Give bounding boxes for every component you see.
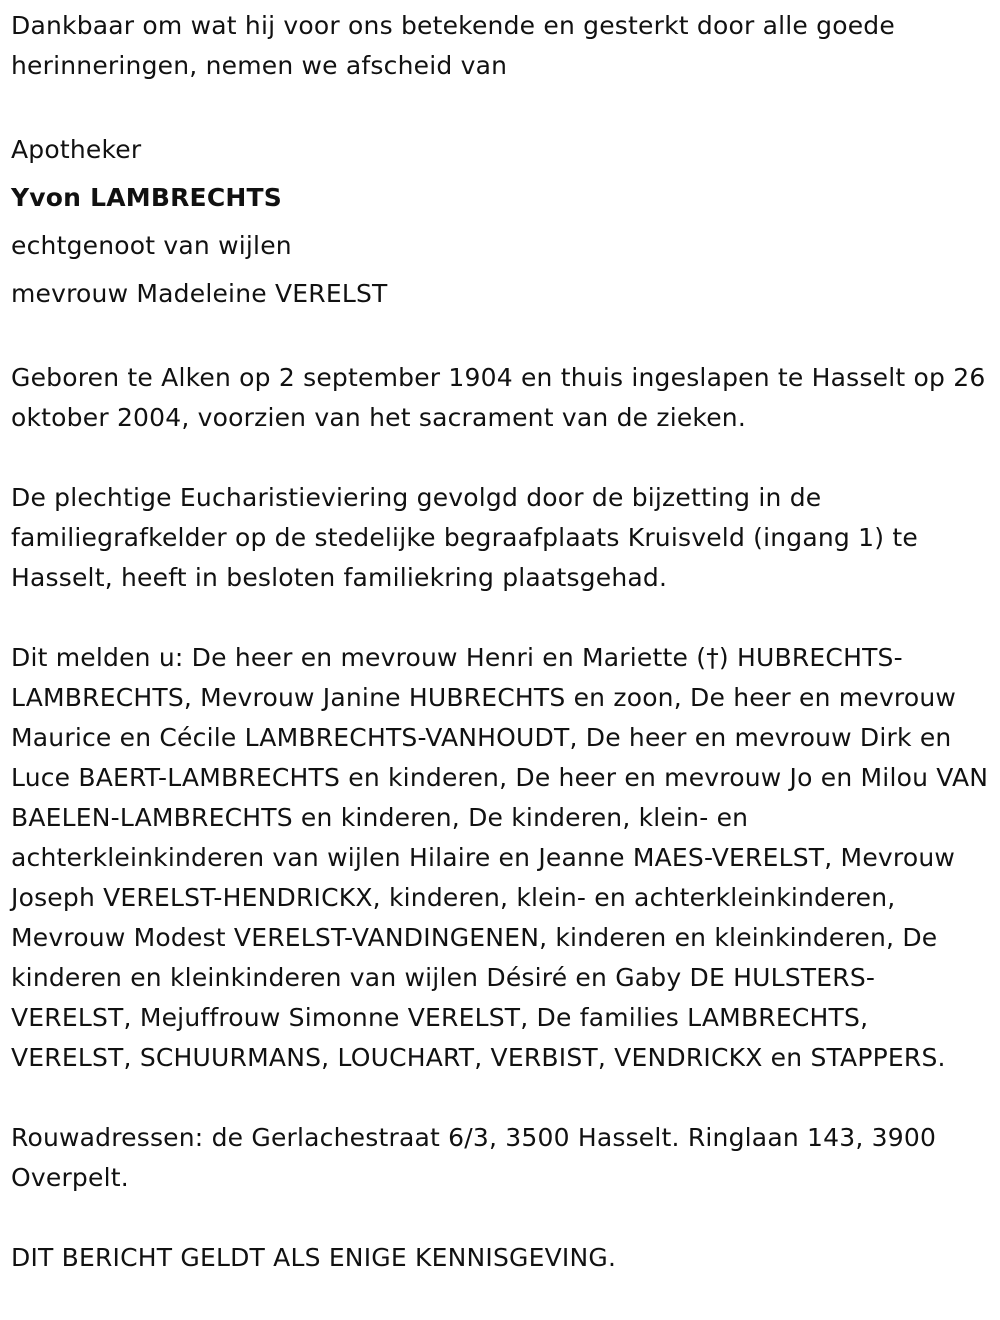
birth-death-paragraph: Geboren te Alken op 2 september 1904 en thuis ingeslapen te Hasselt op 26 oktober 2004, voorzien van het sacrament van de zieken. bbox=[11, 363, 986, 432]
closing-notice: DIT BERICHT GELDT ALS ENIGE KENNISGEVING. bbox=[11, 1243, 617, 1272]
addresses-paragraph: Rouwadressen: de Gerlachestraat 6/3, 3500 Hasselt. Ringlaan 143, 3900 Overpelt. bbox=[11, 1123, 937, 1192]
relation-line-1: echtgenoot van wijlen bbox=[11, 231, 292, 260]
obituary-document bbox=[11, 6, 991, 1278]
ceremony-paragraph: De plechtige Eucharistieviering gevolgd door de bijzetting in de familiegrafkelder op de stedelijke begraafplaats Kruisveld (ingang 1) te Hasselt, heeft in besloten familiekring plaatsgehad. bbox=[11, 483, 918, 592]
announcers-paragraph: Dit melden u: De heer en mevrouw Henri en Mariette (†) HUBRECHTS-LAMBRECHTS, Mevrouw Janine HUBRECHTS en zoon, De heer en mevrouw Maurice en Cécile LAMBRECHTS-VANHOUDT, De heer en mevrouw Dirk en Luce BAERT-LAMBRECHTS en kinderen, De heer en mevrouw Jo en Milou VAN BAELEN-LAMBRECHTS en kinderen, De kinderen, klein- en achterkleinkinderen van wijlen Hilaire en Jeanne MAES-VERELST, Mevrouw Joseph VERELST-HENDRICKX, kinderen, klein- en achterkleinkinderen, Mevrouw Modest VERELST-VANDINGENEN, kinderen en kleinkinderen, De kinderen en kleinkinderen van wijlen Désiré en Gaby DE HULSTERS-VERELST, Mejuffrouw Simonne VERELST, De families LAMBRECHTS, VERELST, SCHUURMANS, LOUCHART, VERBIST, VENDRICKX en STAPPERS. bbox=[11, 643, 989, 1072]
relation-line-2: mevrouw Madeleine VERELST bbox=[11, 279, 388, 308]
intro-text: Dankbaar om wat hij voor ons betekende en gesterkt door alle goede herinneringen, nemen we afscheid van bbox=[11, 11, 895, 80]
deceased-name: Yvon LAMBRECHTS bbox=[11, 183, 282, 212]
deceased-title: Apotheker bbox=[11, 135, 142, 164]
